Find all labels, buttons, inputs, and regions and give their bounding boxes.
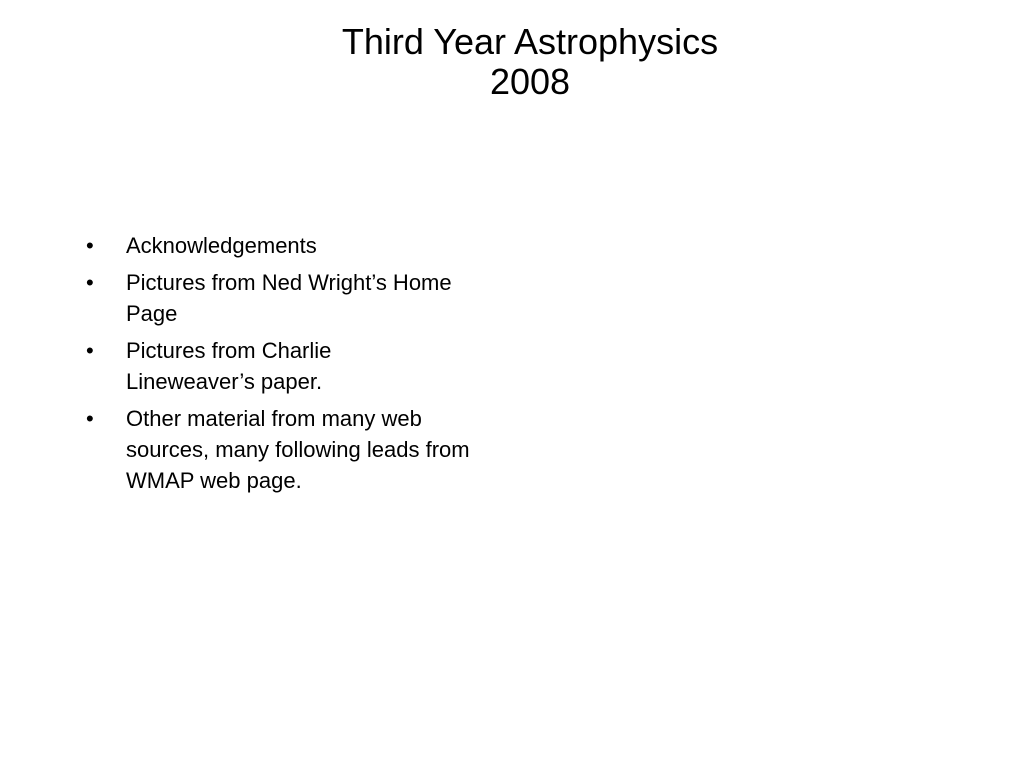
slide-title [0, 22, 1024, 102]
bullet-icon: • [86, 270, 94, 295]
bullet-text: Pictures from Charlie Lineweaver’s paper. [126, 338, 332, 394]
bullet-icon: • [86, 406, 94, 431]
bullet-list [86, 230, 486, 502]
slide-title-line-1: Third Year Astrophysics [341, 21, 719, 62]
bullet-icon: • [86, 233, 94, 258]
bullet-item-other-material [86, 403, 486, 496]
bullet-item-acknowledgements [86, 230, 486, 261]
bullet-text: Acknowledgements [126, 233, 317, 258]
slide-title-line-2: 2008 [489, 61, 571, 102]
bullet-icon: • [86, 338, 94, 363]
bullet-item-lineweaver [86, 335, 396, 397]
bullet-text: Other material from many web sources, many following leads from WMAP web page. [126, 406, 470, 493]
bullet-text: Pictures from Ned Wright’s Home Page [126, 270, 452, 326]
bullet-item-ned-wright [86, 267, 486, 329]
